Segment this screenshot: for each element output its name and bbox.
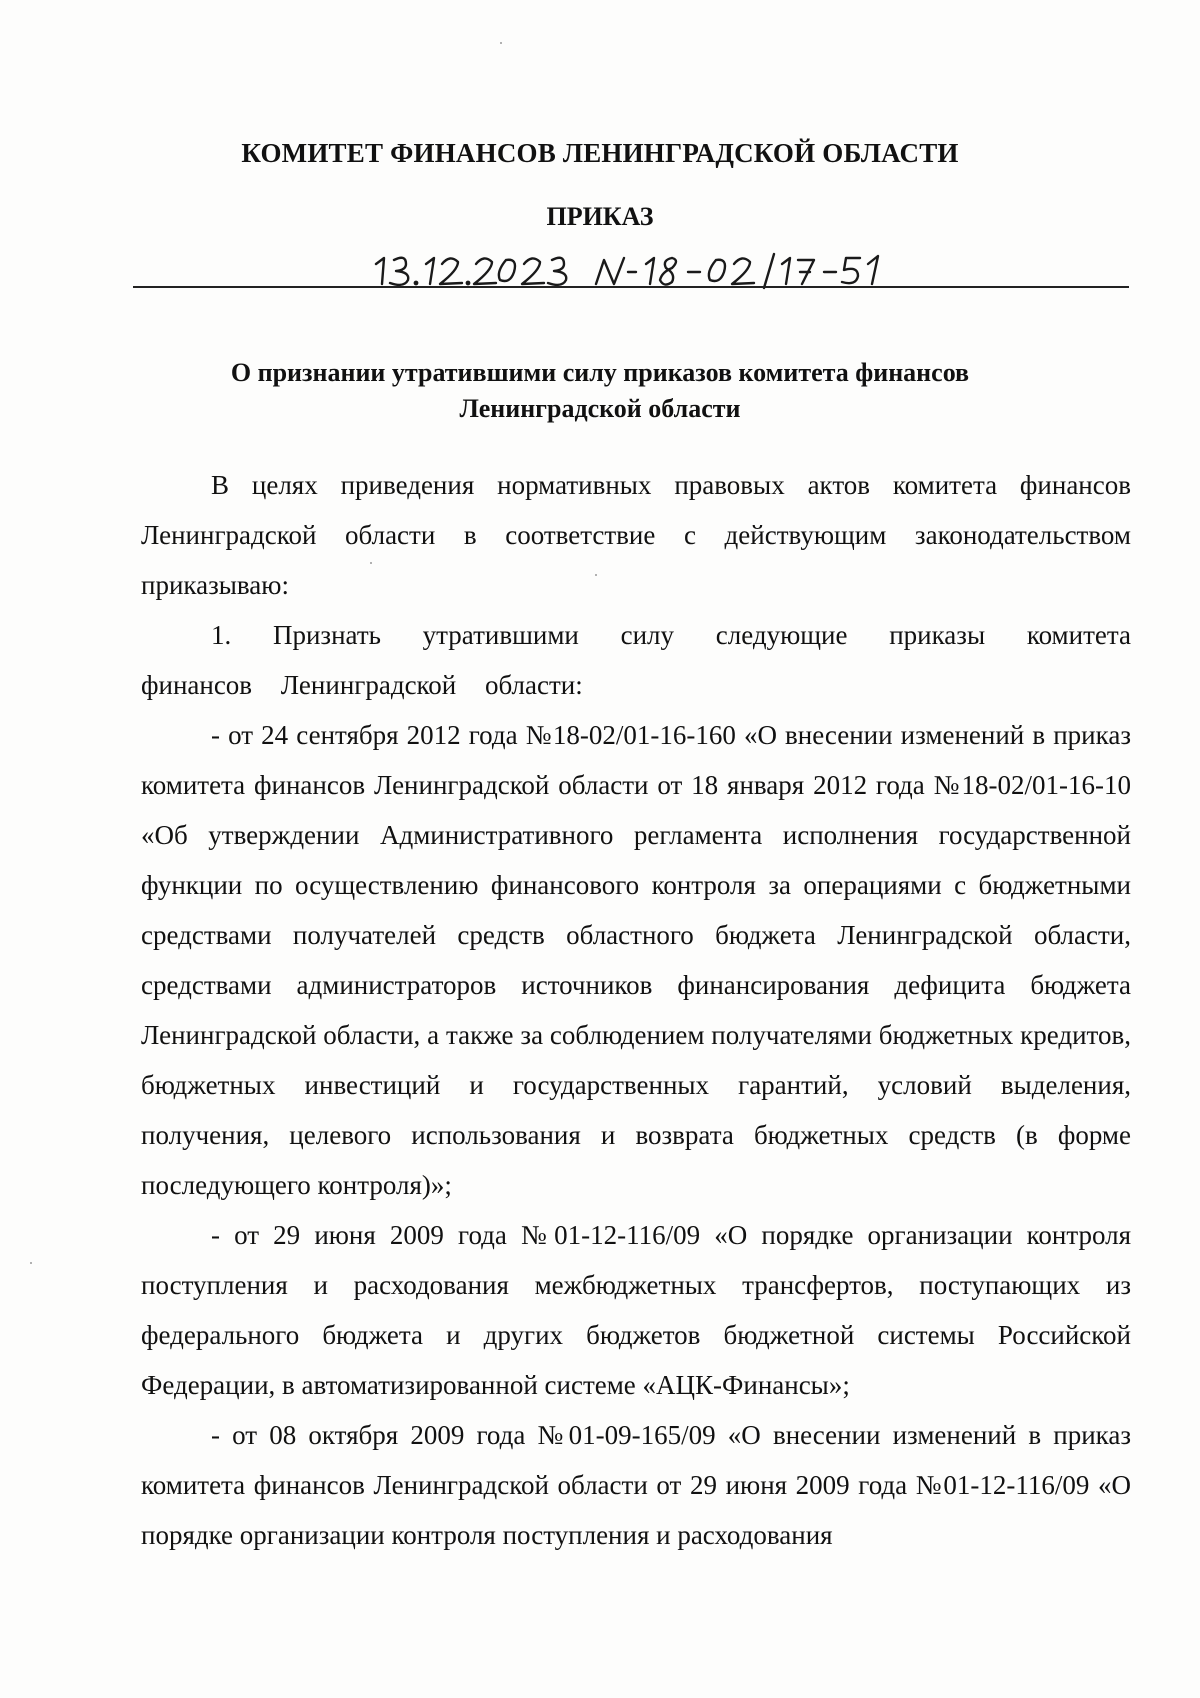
organization-title: КОМИТЕТ ФИНАНСОВ ЛЕНИНГРАДСКОЙ ОБЛАСТИ — [241, 138, 959, 168]
clause-1-paragraph: - от 24 сентября 2012 года №18-02/01-16-160 «О внесении изменений в приказ комитета финансов Ленинградской области от 18 января 2012 года №18-02/01-16-10 «Об утверждении Административного регламента исполнения государственной функции по осуществлению финансового контроля за операциями с бюджетными средствами получателей средств областного бюджета Ленинградской области, средствами администраторов источников финансирования дефицита бюджета Ленинградской области, а также за соблюдением получателями бюджетных кредитов, бюджетных инвестиций и государственных гарантий, условий выделения, получения, целевого использования и возврата бюджетных средств (в форме последующего контроля)»; — [141, 720, 1131, 1200]
subject-line-1: О признании утратившими силу приказов комитета финансов — [230, 358, 970, 387]
handwritten-date-number — [372, 250, 892, 290]
item-1-paragraph: 1. Признать утратившими силу следующие приказы комитета финансов Ленинградской области: — [141, 620, 1131, 700]
date-underline — [133, 286, 1129, 288]
scan-speck — [595, 574, 597, 576]
document-body — [141, 460, 1131, 1560]
clause-2-paragraph: - от 29 июня 2009 года №01-12-116/09 «О порядке организации контроля поступления и расходования межбюджетных трансфертов, поступающих из федерального бюджета и других бюджетов бюджетной системы Российской Федерации, в автоматизированной системе «АЦК-Финансы»; — [141, 1220, 1131, 1400]
preamble-paragraph: В целях приведения нормативных правовых актов комитета финансов Ленинградской области в соответствие с действующим законодательством приказываю: — [141, 470, 1131, 600]
scan-speck — [370, 562, 372, 564]
scan-speck — [500, 42, 502, 44]
clause-3-paragraph: - от 08 октября 2009 года №01-09-165/09 «О внесении изменений в приказ комитета финансов Ленинградской области от 29 июня 2009 года №01-12-116/09 «О порядке организации контроля поступления и расходования — [141, 1420, 1131, 1550]
scan-speck — [30, 1262, 32, 1264]
document-type-title: ПРИКАЗ — [546, 202, 654, 231]
document-subject — [150, 355, 1050, 427]
subject-line-2: Ленинградской области — [459, 394, 741, 423]
